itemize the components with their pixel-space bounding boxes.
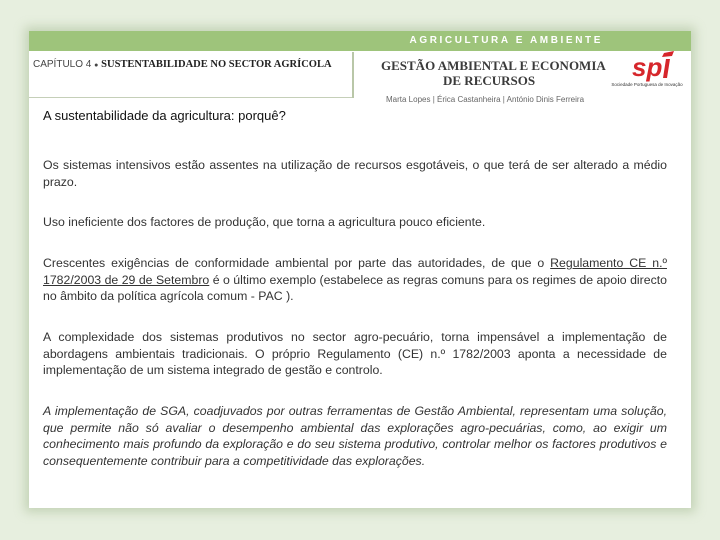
band-title: AGRICULTURA E AMBIENTE [409,35,603,46]
book-title [381,58,611,88]
regulation-link[interactable]: Regulamento CE n.º 1782/2003 de 29 de Setembro [43,256,667,287]
spi-logo [608,51,686,97]
header-divider-vertical [352,52,354,98]
paragraph-2: Uso ineficiente dos factores de produção, que torna a agricultura pouco eficiente. [43,215,486,229]
paragraph-3-end: é o último exemplo (estabelece as regras comuns para os regimes de apoio directo no âmbito da política agrícola comum - PAC ). [43,272,668,303]
book-title-line2: DE RECURSOS [443,73,536,88]
svg-text:sp: sp [632,52,663,82]
spi-logo-icon [608,51,686,83]
header-divider-horizontal [29,97,352,98]
chapter-label: CAPÍTULO 4 [33,59,92,70]
slide [29,31,691,508]
chapter-title: SUSTENTABILIDADE NO SECTOR AGRÍCOLA [101,59,332,70]
paragraph-4: A complexidade dos sistemas produtivos no sector agro-pecuário, torna impensável a implementação de abordagens ambientais tradicionais. O próprio Regulamento (CE) n.º 1782/2003 aponta a necessidade de implementação de um sistema integrado de gestão e controlo. [43,330,667,377]
section-heading: A sustentabilidade da agricultura: porquê? [43,108,286,123]
book-title-line1: GESTÃO AMBIENTAL E ECONOMIA [381,58,606,73]
chapter-header [33,59,332,70]
chapter-bullet: ● [94,62,99,69]
paragraph-3 [43,255,667,305]
logo-text: Sociedade Portuguesa de Inovação [611,82,683,87]
paragraph-5: A implementação de SGA, coadjuvados por outras ferramentas de Gestão Ambiental, representam uma solução, que permite não só avaliar o desempenho ambiental das explorações agro-pecuárias, como, ao exigir um conhecimento mais profundo da exploração e do seu sistema produtivo, controlar melhor os factores produtivos e consequentemente contribuir para a competitividade das explorações. [43,404,667,468]
header-band [29,31,691,51]
authors: Marta Lopes | Érica Castanheira | António Dinis Ferreira [386,95,585,104]
paragraph-1: Os sistemas intensivos estão assentes na utilização de recursos esgotáveis, o que terá de ser alterado a médio prazo. [43,158,667,189]
paragraph-3-start: Crescentes exigências de conformidade ambiental por parte das autoridades, de que o [43,256,551,270]
